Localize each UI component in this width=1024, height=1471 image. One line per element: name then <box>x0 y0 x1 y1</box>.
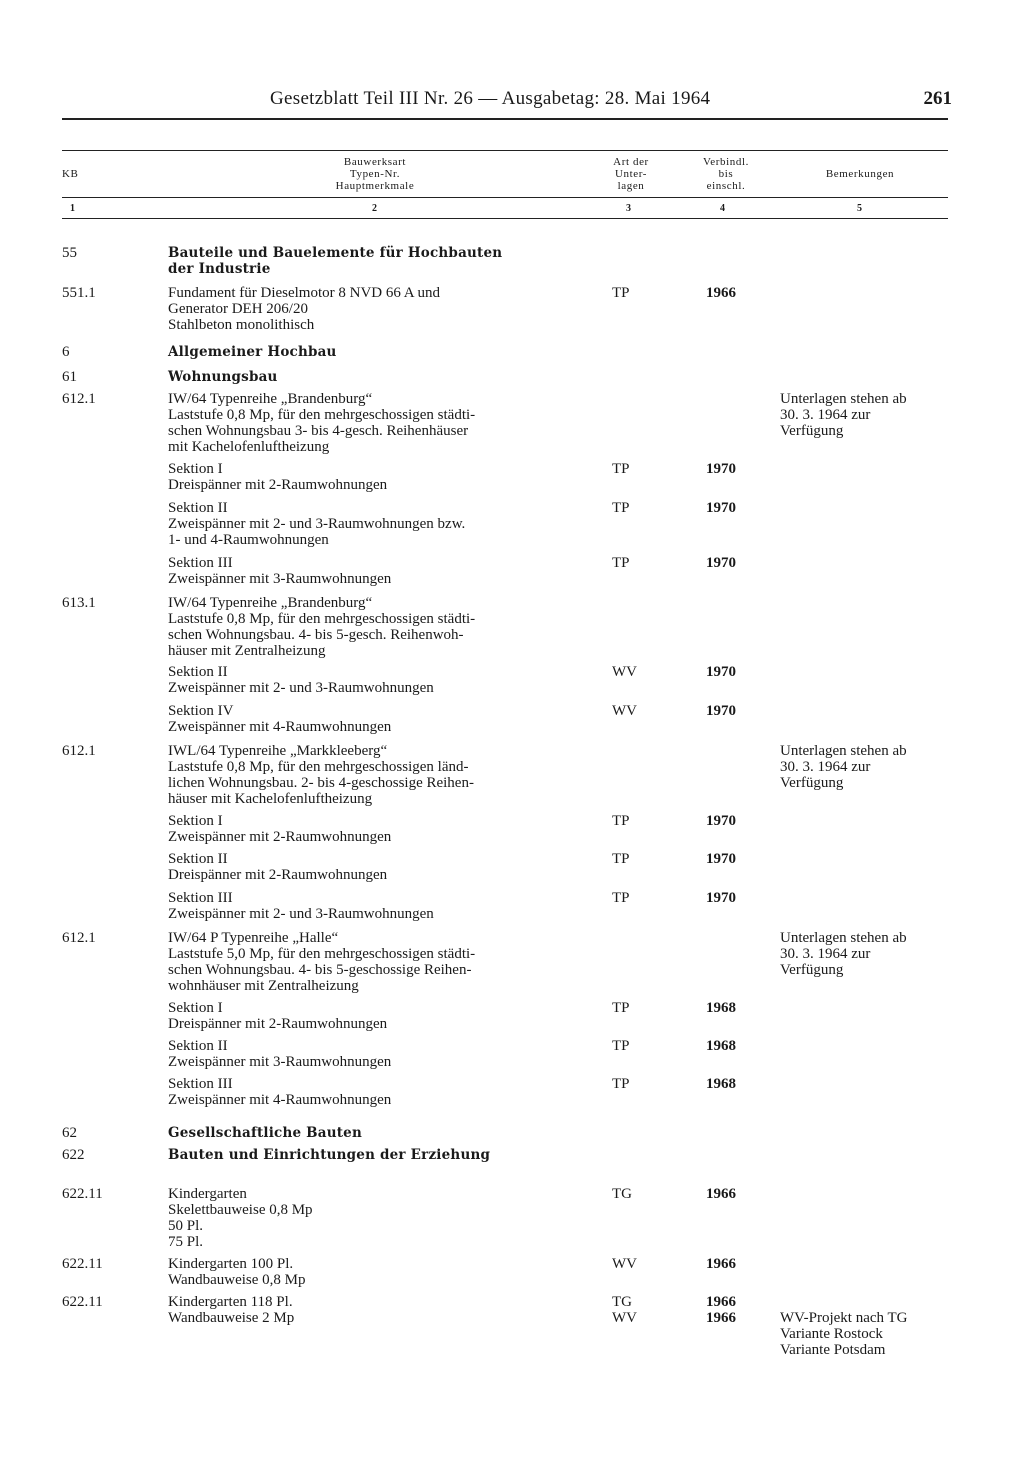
row-document-type <box>612 285 672 301</box>
row-description <box>168 890 588 922</box>
row-kb-code: 622.11 <box>62 1186 103 1202</box>
row-description <box>168 500 588 548</box>
description-line: Stahlbeton monolithisch <box>168 317 315 333</box>
description-line: schen Wohnungsbau 3- bis 4-gesch. Reihenhäuser <box>168 423 469 439</box>
column-header-line: Unter- <box>614 168 648 180</box>
column-header-verbindl <box>686 156 766 192</box>
binding-year-line: 1966 <box>706 285 736 301</box>
row-kb-code: 612.1 <box>62 391 96 407</box>
description-line: Zweispänner mit 2- und 3-Raumwohnungen bzw. <box>168 516 466 532</box>
description-line: Kindergarten <box>168 1186 247 1202</box>
row-binding-year <box>706 851 766 867</box>
section-heading <box>168 344 588 360</box>
remark-line: Verfügung <box>780 423 844 439</box>
row-binding-year <box>706 1186 766 1202</box>
row-kb-code: 622.11 <box>62 1294 103 1310</box>
description-line: Laststufe 0,8 Mp, für den mehrgeschossigen städti- <box>168 407 476 423</box>
binding-year-line: 1968 <box>706 1076 736 1092</box>
remark-line: Unterlagen stehen ab <box>780 391 907 407</box>
row-document-type <box>612 461 672 477</box>
document-type-line: TG <box>612 1294 632 1310</box>
description-line: Sektion II <box>168 500 228 516</box>
document-type-line: TP <box>612 1000 630 1016</box>
description-line: Kindergarten 118 Pl. <box>168 1294 293 1310</box>
column-header-rule <box>62 197 948 198</box>
row-document-type <box>612 1076 672 1092</box>
row-description <box>168 391 588 455</box>
row-binding-year <box>706 1000 766 1016</box>
row-remarks <box>780 930 980 978</box>
document-type-line: TG <box>612 1186 632 1202</box>
description-line: 75 Pl. <box>168 1234 204 1250</box>
row-description <box>168 555 588 587</box>
description-line: Sektion III <box>168 1076 233 1092</box>
remark-line: 30. 3. 1964 zur <box>780 407 871 423</box>
section-heading <box>168 369 588 385</box>
document-type-line: TP <box>612 813 630 829</box>
column-header-line: Typen-Nr. <box>349 168 401 180</box>
document-type-line: TP <box>612 285 630 301</box>
description-line: Bauteile und Bauelemente für Hochbauten <box>168 245 503 261</box>
row-document-type <box>612 890 672 906</box>
row-kb-code: 61 <box>62 369 77 385</box>
row-document-type <box>612 851 672 867</box>
description-line: Kindergarten 100 Pl. <box>168 1256 294 1272</box>
row-description <box>168 1000 588 1032</box>
description-line: häuser mit Zentralheizung <box>168 643 326 659</box>
description-line: Dreispänner mit 2-Raumwohnungen <box>168 1016 388 1032</box>
section-heading <box>168 1147 588 1163</box>
column-header-line: Hauptmerkmale <box>335 180 415 192</box>
row-binding-year <box>706 664 766 680</box>
column-header-line: lagen <box>617 180 645 192</box>
description-line: 50 Pl. <box>168 1218 204 1234</box>
binding-year-line: 1970 <box>706 664 736 680</box>
row-binding-year <box>706 461 766 477</box>
row-description <box>168 930 588 994</box>
document-type-line: WV <box>612 703 637 719</box>
document-type-line: WV <box>612 1256 637 1272</box>
row-binding-year <box>706 1038 766 1054</box>
description-line: mit Kachelofenluftheizung <box>168 439 330 455</box>
description-line: Bauten und Einrichtungen der Erziehung <box>168 1147 491 1163</box>
binding-year-line: 1966 <box>706 1310 736 1326</box>
description-line: häuser mit Kachelofenluftheizung <box>168 791 373 807</box>
row-kb-code: 6 <box>62 344 70 360</box>
description-line: Zweispänner mit 4-Raumwohnungen <box>168 719 392 735</box>
row-kb-code: 62 <box>62 1125 77 1141</box>
column-header-line: Verbindl. <box>702 156 750 168</box>
description-line: IW/64 P Typenreihe „Halle“ <box>168 930 339 946</box>
remark-line: 30. 3. 1964 zur <box>780 946 871 962</box>
row-kb-code: 55 <box>62 245 77 261</box>
description-line: Sektion III <box>168 555 233 571</box>
row-description <box>168 743 588 807</box>
row-description <box>168 595 588 659</box>
description-line: Wandbauweise 2 Mp <box>168 1310 295 1326</box>
description-line: Wandbauweise 0,8 Mp <box>168 1272 306 1288</box>
row-kb-code: 551.1 <box>62 285 96 301</box>
column-number-3: 3 <box>626 203 631 214</box>
row-description <box>168 1256 588 1288</box>
row-description <box>168 285 588 333</box>
row-description <box>168 703 588 735</box>
description-line: Dreispänner mit 2-Raumwohnungen <box>168 867 388 883</box>
binding-year-line: 1968 <box>706 1000 736 1016</box>
table-top-rule <box>62 150 948 151</box>
column-header-line: einschl. <box>706 180 746 192</box>
column-header-line: Art der <box>613 156 649 168</box>
row-kb-code: 612.1 <box>62 930 96 946</box>
remark-line <box>780 1294 980 1310</box>
remark-line: Unterlagen stehen ab <box>780 743 907 759</box>
page-header-title: Gesetzblatt Teil III Nr. 26 — Ausgabetag: 28. Mai 1964 <box>270 88 711 109</box>
row-binding-year <box>706 703 766 719</box>
document-type-line: TP <box>612 500 630 516</box>
row-document-type <box>612 1294 672 1326</box>
binding-year-line: 1966 <box>706 1256 736 1272</box>
row-description <box>168 461 588 493</box>
row-kb-code: 622 <box>62 1147 85 1163</box>
description-line: Sektion II <box>168 1038 228 1054</box>
description-line: Fundament für Dieselmotor 8 NVD 66 A und <box>168 285 441 301</box>
description-line: Sektion II <box>168 851 228 867</box>
row-description <box>168 1294 588 1326</box>
column-header-bemerkungen: Bemerkungen <box>825 168 895 180</box>
description-line: Sektion I <box>168 1000 223 1016</box>
description-line: Sektion I <box>168 813 223 829</box>
description-line: Sektion III <box>168 890 233 906</box>
description-line: Wohnungsbau <box>168 369 278 385</box>
description-line: lichen Wohnungsbau. 2- bis 4-geschossige Reihen- <box>168 775 474 791</box>
description-line: Zweispänner mit 3-Raumwohnungen <box>168 1054 392 1070</box>
description-line: Gesellschaftliche Bauten <box>168 1125 362 1141</box>
page-number: 261 <box>923 88 952 109</box>
row-description <box>168 813 588 845</box>
description-line: der Industrie <box>168 261 271 277</box>
column-header-art <box>596 156 666 192</box>
row-binding-year <box>706 1294 766 1326</box>
binding-year-line: 1970 <box>706 851 736 867</box>
column-number-5: 5 <box>857 203 862 214</box>
description-line: Skelettbauweise 0,8 Mp <box>168 1202 313 1218</box>
column-number-1: 1 <box>70 203 75 214</box>
description-line: Zweispänner mit 2- und 3-Raumwohnungen <box>168 680 434 696</box>
description-line: Sektion II <box>168 664 228 680</box>
description-line: Laststufe 0,8 Mp, für den mehrgeschossigen länd- <box>168 759 469 775</box>
document-type-line: TP <box>612 555 630 571</box>
binding-year-line: 1970 <box>706 703 736 719</box>
row-binding-year <box>706 1256 766 1272</box>
row-binding-year <box>706 813 766 829</box>
row-description <box>168 664 588 696</box>
description-line: Zweispänner mit 2- und 3-Raumwohnungen <box>168 906 434 922</box>
remark-line: Unterlagen stehen ab <box>780 930 907 946</box>
section-heading <box>168 245 588 277</box>
row-document-type <box>612 1000 672 1016</box>
remark-line: Verfügung <box>780 775 844 791</box>
description-line: 1- und 4-Raumwohnungen <box>168 532 329 548</box>
description-line: Zweispänner mit 4-Raumwohnungen <box>168 1092 392 1108</box>
header-rule <box>62 118 948 120</box>
row-document-type <box>612 703 672 719</box>
description-line: schen Wohnungsbau. 4- bis 5-geschossige Reihen- <box>168 962 472 978</box>
document-type-line: TP <box>612 461 630 477</box>
row-document-type <box>612 1256 672 1272</box>
row-kb-code: 613.1 <box>62 595 96 611</box>
description-line: Laststufe 0,8 Mp, für den mehrgeschossigen städti- <box>168 611 476 627</box>
row-binding-year <box>706 285 766 301</box>
row-binding-year <box>706 555 766 571</box>
column-header-bauwerksart <box>300 156 450 192</box>
remark-line: 30. 3. 1964 zur <box>780 759 871 775</box>
description-line: Sektion IV <box>168 703 234 719</box>
document-type-line: WV <box>612 1310 637 1326</box>
remark-line: Variante Rostock <box>780 1326 883 1342</box>
description-line: IWL/64 Typenreihe „Markkleeberg“ <box>168 743 388 759</box>
column-header-line: bis <box>718 168 734 180</box>
description-line: Allgemeiner Hochbau <box>168 344 337 360</box>
description-line: Zweispänner mit 2-Raumwohnungen <box>168 829 392 845</box>
binding-year-line: 1968 <box>706 1038 736 1054</box>
row-document-type <box>612 813 672 829</box>
remark-line: Variante Potsdam <box>780 1342 886 1358</box>
description-line: Zweispänner mit 3-Raumwohnungen <box>168 571 392 587</box>
row-binding-year <box>706 890 766 906</box>
binding-year-line: 1970 <box>706 890 736 906</box>
row-document-type <box>612 1186 672 1202</box>
column-number-2: 2 <box>372 203 377 214</box>
description-line: Generator DEH 206/20 <box>168 301 308 317</box>
description-line: wohnhäuser mit Zentralheizung <box>168 978 359 994</box>
row-document-type <box>612 555 672 571</box>
document-type-line: TP <box>612 1076 630 1092</box>
row-description <box>168 1076 588 1108</box>
binding-year-line: 1970 <box>706 555 736 571</box>
binding-year-line: 1970 <box>706 813 736 829</box>
row-document-type <box>612 664 672 680</box>
remark-line: WV-Projekt nach TG <box>780 1310 908 1326</box>
row-remarks <box>780 1294 980 1358</box>
row-document-type <box>612 1038 672 1054</box>
description-line: IW/64 Typenreihe „Brandenburg“ <box>168 391 373 407</box>
description-line: Laststufe 5,0 Mp, für den mehrgeschossigen städti- <box>168 946 476 962</box>
row-remarks <box>780 743 980 791</box>
column-header-line: Bauwerksart <box>343 156 407 168</box>
document-type-line: WV <box>612 664 637 680</box>
section-heading <box>168 1125 588 1141</box>
binding-year-line: 1970 <box>706 461 736 477</box>
row-binding-year <box>706 500 766 516</box>
description-line: Sektion I <box>168 461 223 477</box>
document-type-line: TP <box>612 1038 630 1054</box>
column-number-rule <box>62 218 948 219</box>
row-description <box>168 1038 588 1070</box>
row-document-type <box>612 500 672 516</box>
row-binding-year <box>706 1076 766 1092</box>
row-description <box>168 851 588 883</box>
document-type-line: TP <box>612 890 630 906</box>
binding-year-line: 1970 <box>706 500 736 516</box>
document-type-line: TP <box>612 851 630 867</box>
row-remarks <box>780 391 980 439</box>
column-header-kb: KB <box>62 168 79 180</box>
row-kb-code: 622.11 <box>62 1256 103 1272</box>
row-kb-code: 612.1 <box>62 743 96 759</box>
binding-year-line: 1966 <box>706 1186 736 1202</box>
column-number-4: 4 <box>720 203 725 214</box>
description-line: IW/64 Typenreihe „Brandenburg“ <box>168 595 373 611</box>
binding-year-line: 1966 <box>706 1294 736 1310</box>
row-description <box>168 1186 588 1250</box>
description-line: schen Wohnungsbau. 4- bis 5-gesch. Reihenwoh- <box>168 627 464 643</box>
description-line: Dreispänner mit 2-Raumwohnungen <box>168 477 388 493</box>
remark-line: Verfügung <box>780 962 844 978</box>
